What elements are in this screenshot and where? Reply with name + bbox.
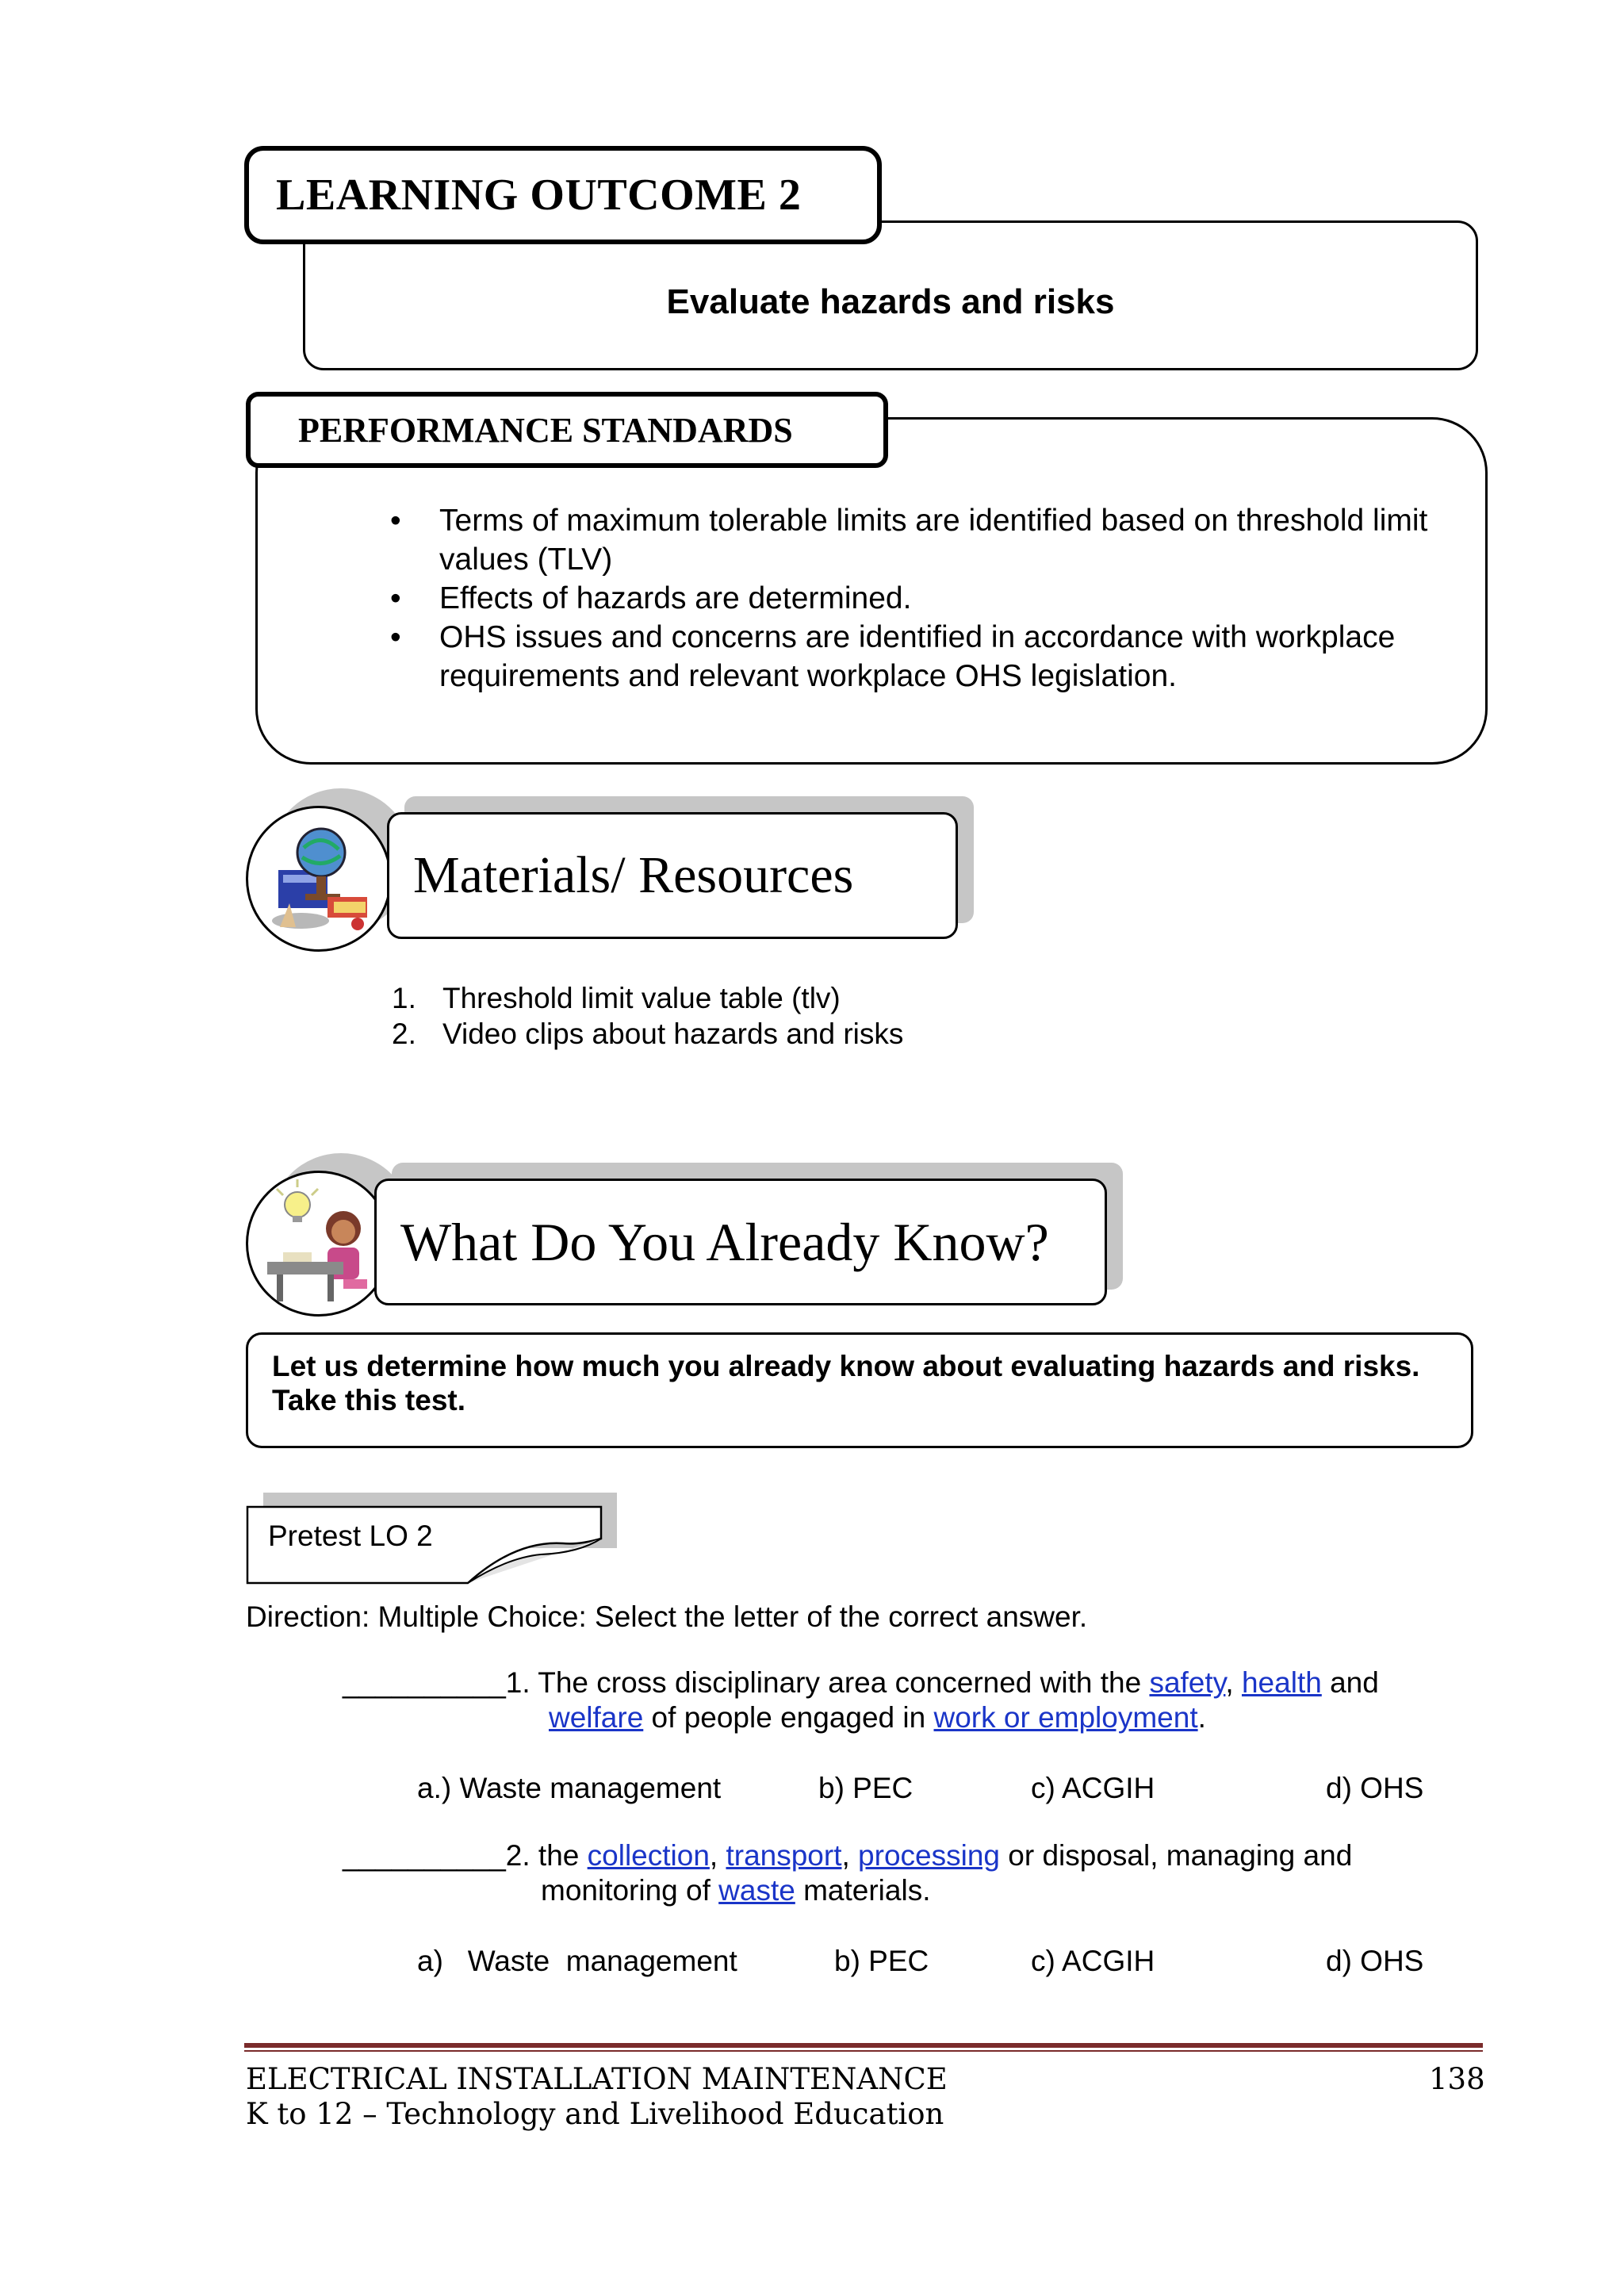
materials-circle: [246, 806, 392, 952]
choice-b: b) PEC: [834, 1945, 929, 1977]
choice-a: a) Waste management: [417, 1945, 737, 1977]
learning-outcome-subtitle: Evaluate hazards and risks: [666, 282, 1115, 321]
materials-list: [392, 980, 903, 1052]
standard-item: [390, 618, 1453, 696]
materials-title: Materials/ Resources: [413, 846, 854, 904]
question-text: .: [1197, 1701, 1206, 1734]
choice-c: c) ACGIH: [1031, 1772, 1155, 1804]
question-text: The cross disciplinary area concerned with the: [538, 1666, 1150, 1699]
choice-d: d) OHS: [1326, 1772, 1424, 1804]
standard-text: Terms of maximum tolerable limits are identified based on threshold limit values (TLV): [439, 504, 1428, 577]
learning-outcome-title-text: LEARNING OUTCOME 2: [276, 171, 802, 220]
standard-item: [390, 501, 1453, 579]
standard-item: [390, 579, 1453, 618]
link-health[interactable]: health: [1241, 1666, 1322, 1699]
choice-b: b) PEC: [818, 1772, 914, 1804]
intro-line: Let us determine how much you already know about evaluating hazards and risks.: [272, 1350, 1420, 1382]
footer-rule: [244, 2043, 1483, 2048]
question-1: [343, 1665, 1516, 1735]
performance-standards-list: [390, 501, 1453, 696]
materials-banner: [387, 812, 958, 939]
standard-text: OHS issues and concerns are identified in accordance with workplace requirements and relevant workplace OHS legislation.: [439, 620, 1396, 693]
question-text: ,: [1225, 1666, 1242, 1699]
question-2: [343, 1838, 1516, 1908]
answer-blank[interactable]: __________: [343, 1839, 506, 1872]
footer-program: K to 12 – Technology and Livelihood Education: [246, 2097, 944, 2131]
question-text: the: [538, 1839, 588, 1872]
globe-books-icon: [248, 808, 389, 949]
bullet-icon: •: [390, 504, 401, 538]
already-know-circle: [246, 1171, 392, 1317]
answer-blank[interactable]: __________: [343, 1666, 506, 1699]
footer-course: ELECTRICAL INSTALLATION MAINTENANCE: [246, 2062, 948, 2096]
performance-standards-title-text: PERFORMANCE STANDARDS: [298, 410, 793, 450]
link-safety[interactable]: safety: [1149, 1666, 1226, 1699]
page-number: 138: [1429, 2062, 1485, 2096]
bullet-icon: •: [390, 620, 401, 654]
list-text: Threshold limit value table (tlv): [442, 982, 841, 1014]
choice-a: a.) Waste management: [417, 1772, 722, 1804]
link-transport[interactable]: transport: [726, 1839, 842, 1872]
question-text: and: [1321, 1666, 1379, 1699]
question-number: 2.: [505, 1839, 538, 1872]
pretest-label: Pretest LO 2: [268, 1520, 433, 1552]
learning-outcome-title: [244, 146, 882, 244]
list-item: [392, 980, 903, 1016]
list-item: [392, 1016, 903, 1052]
bullet-icon: •: [390, 581, 401, 615]
question-number: 1.: [505, 1666, 538, 1699]
choice-c: c) ACGIH: [1031, 1945, 1155, 1977]
link-collection[interactable]: collection: [587, 1839, 710, 1872]
list-number: 1.: [392, 982, 416, 1014]
question-text: of people engaged in: [643, 1701, 934, 1734]
list-number: 2.: [392, 1018, 416, 1050]
already-know-banner: [374, 1179, 1107, 1305]
footer-rule-thin: [244, 2050, 1483, 2052]
link-waste[interactable]: waste: [718, 1874, 795, 1907]
question-text: or disposal, managing and: [999, 1839, 1353, 1872]
intro-box: [246, 1332, 1473, 1448]
link-processing[interactable]: processing: [858, 1839, 1000, 1872]
question-text: materials.: [795, 1874, 931, 1907]
list-text: Video clips about hazards and risks: [442, 1018, 904, 1050]
link-work-or-employment[interactable]: work or employment: [933, 1701, 1198, 1734]
direction-text: Direction: Multiple Choice: Select the letter of the correct answer.: [246, 1600, 1088, 1633]
link-welfare[interactable]: welfare: [549, 1701, 644, 1734]
question-text: ,: [709, 1839, 726, 1872]
intro-line: Take this test.: [272, 1384, 466, 1416]
standard-text: Effects of hazards are determined.: [439, 581, 912, 615]
already-know-title: What Do You Already Know?: [400, 1211, 1049, 1272]
question-text: monitoring of: [541, 1874, 719, 1907]
choice-d: d) OHS: [1326, 1945, 1424, 1977]
question-text: ,: [841, 1839, 859, 1872]
performance-standards-title: [246, 392, 888, 468]
student-lightbulb-icon: [248, 1173, 389, 1314]
